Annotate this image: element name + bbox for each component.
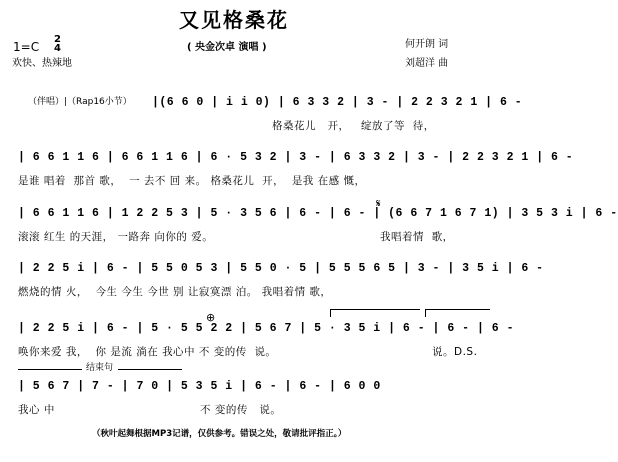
performer: ( 央金次卓 演唱 ) [187, 42, 267, 53]
notation-line-6: | 5 6 7 | 7 - | 7 0 | 5 3 5 i | 6 - | 6 - | 6 0 0 [18, 380, 381, 393]
notation-line-1-notes: |(6 6 0 | i i 0) | 6 3 3 2 | 3 - | 2 2 3 2 1 | 6 - [152, 96, 523, 109]
lyrics-line-3-end: 我唱着情 歌， [380, 231, 454, 243]
notation-line-4: | 2 2 5 i | 6 - | 5 5 0 5 3 | 5 5 0 · 5 | 5 5 5 6 5 | 3 - | 3 5 i | 6 - [18, 262, 544, 275]
tempo-marking: 欢快、热辣地 [12, 58, 72, 69]
notation-line-5: | 2 2 5 i | 6 - | 5 · 5 5 2 2 | 5 6 7 | 5 · 3 5 i | 6 - | 6 - | 6 - [18, 322, 514, 335]
coda-label: 结束句 [86, 363, 114, 373]
time-signature: 2 4 [54, 34, 61, 54]
notation-line-1: （伴唱）|（Rap16小节） [28, 97, 132, 107]
key-signature: 1=C [13, 40, 40, 54]
lyrics-line-4: 燃烧的情 火， 今生 今生 今世 别 让寂寞漂 泊。 我唱着情 歌， [18, 286, 332, 298]
lyrics-line-5: 唤你来爱 我， 你 是流 淌在 我心中 不 变的传 说。 [18, 346, 277, 358]
footer-note: （秋叶起舞根据MP3记谱，仅供参考。错误之处，敬请批评指正。） [92, 429, 347, 439]
coda-symbol-icon: ⊕ [206, 311, 216, 324]
notation-line-2: | 6 6 1 1 6 | 6 6 1 1 6 | 6 · 5 3 2 | 3 - | 6 3 3 2 | 3 - | 2 2 3 2 1 | 6 - [18, 151, 574, 164]
lyrics-line-5-ds: 说。D.S. [432, 346, 478, 358]
song-title: 又见格桑花 [179, 8, 289, 32]
lyrics-line-2: 是谁 唱着 那首 歌， 一 去不 回 来。 格桑花儿 开， 是我 在感 慨， [18, 175, 366, 187]
notation-line-3: | 6 6 1 1 6 | 1 2 2 5 3 | 5 · 3 5 6 | 6 - | 6 - | (6 6 7 1 6 7 1) | 3 5 3 i | 6 - [18, 207, 618, 220]
lyrics-line-1: 格桑花儿 开， 绽放了等 待， [272, 120, 435, 132]
composer: 刘超洋 曲 [405, 58, 449, 69]
lyrics-line-3: 滚滚 红生 的天涯， 一路奔 向你的 爱。 [18, 231, 214, 243]
segno-symbol-icon: 𝄋 [376, 197, 381, 210]
lyrics-line-6: 我心 中 [18, 404, 55, 416]
lyricist: 何开朗 词 [405, 39, 449, 50]
lyrics-line-6-end: 不 变的传 说。 [200, 404, 282, 416]
